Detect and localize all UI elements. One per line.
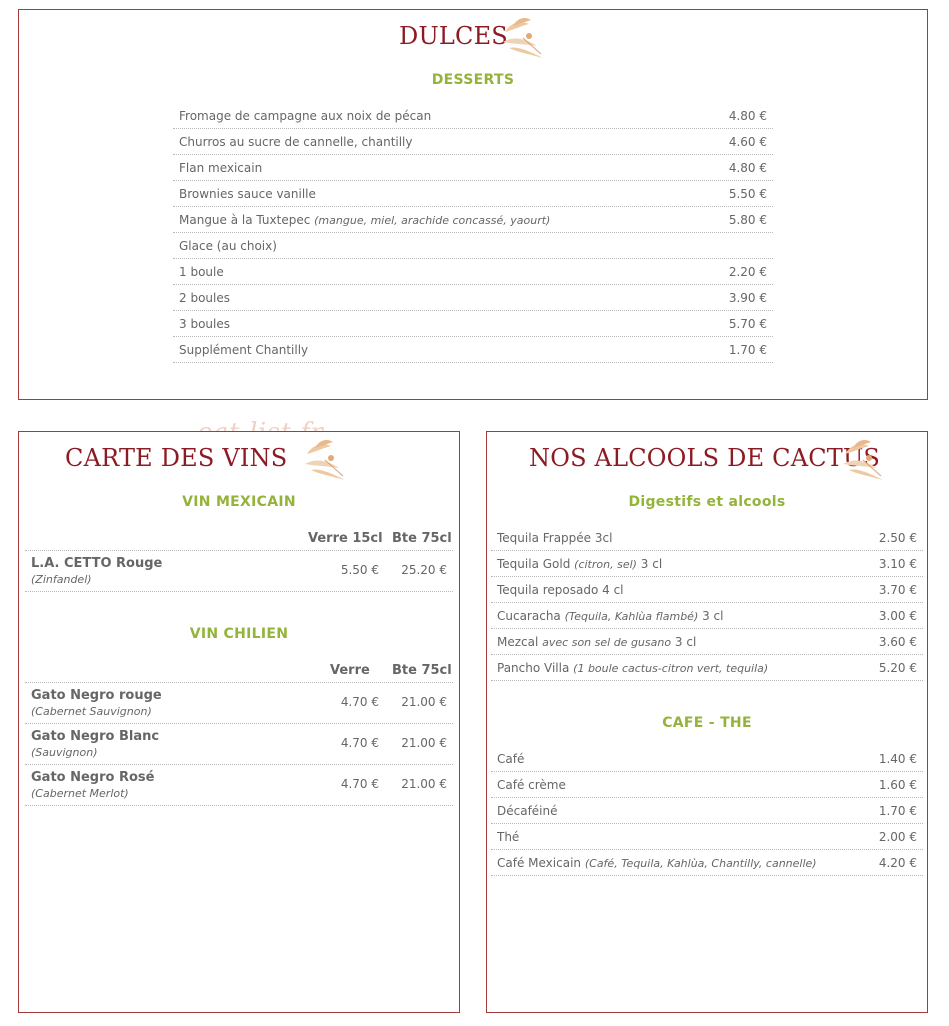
item-note: (1 boule cactus-citron vert, tequila): [573, 662, 769, 675]
item-note: (Café, Tequila, Kahlùa, Chantilly, cannelle): [584, 857, 817, 870]
item-name: [497, 583, 624, 597]
list-item: [491, 824, 923, 850]
item-price: 2.50 €: [878, 531, 917, 545]
list-item: [173, 233, 773, 259]
item-price: 2.20 €: [728, 265, 767, 279]
item-label: Tequila Frappée 3cl: [497, 531, 613, 545]
item-price: 3.60 €: [878, 635, 917, 649]
list-item: [173, 259, 773, 285]
item-name: [179, 187, 316, 201]
list-item: [491, 629, 923, 655]
item-label: 2 boules: [179, 291, 230, 305]
price-glass: 4.70 €: [340, 736, 379, 750]
list-item: [491, 850, 923, 876]
item-note: (Tequila, Kahlùa flambé): [564, 610, 699, 623]
table-row: [25, 551, 453, 592]
item-price: 3.70 €: [878, 583, 917, 597]
item-name: [497, 557, 662, 571]
list-item: [491, 655, 923, 681]
item-label: Flan mexicain: [179, 161, 263, 175]
item-label: Pancho Villa: [497, 661, 570, 675]
item-label: 3 boules: [179, 317, 230, 331]
item-price: 3.90 €: [728, 291, 767, 305]
wine-mexican-header: [25, 527, 453, 551]
price-glass: 4.70 €: [340, 695, 379, 709]
item-label: 1 boule: [179, 265, 224, 279]
list-item: [491, 577, 923, 603]
item-label: Décaféiné: [497, 804, 558, 818]
list-item: [173, 207, 773, 233]
item-label: Fromage de campagne aux noix de pécan: [179, 109, 432, 123]
wine-name: Gato Negro rouge: [31, 688, 162, 703]
item-label: Thé: [497, 830, 520, 844]
item-note: (mangue, miel, arachide concassé, yaourt): [314, 214, 551, 227]
item-volume: 3 cl: [702, 609, 724, 623]
item-price: 5.80 €: [728, 213, 767, 227]
list-item: [491, 551, 923, 577]
item-price: 1.70 €: [728, 343, 767, 357]
price-bottle: 21.00 €: [401, 695, 447, 709]
list-item: [173, 129, 773, 155]
item-name: [179, 343, 308, 357]
item-volume: 3 cl: [674, 635, 697, 649]
wine-chilean-subtitle: VIN CHILIEN: [189, 626, 289, 642]
item-volume: 3 cl: [640, 557, 663, 571]
item-price: 1.40 €: [878, 752, 917, 766]
item-name: [179, 239, 277, 253]
item-label: Café crème: [497, 778, 566, 792]
item-price: 5.50 €: [728, 187, 767, 201]
item-name: [497, 752, 524, 766]
cafe-list: [491, 746, 923, 876]
item-name: [497, 661, 768, 675]
item-price: 5.20 €: [878, 661, 917, 675]
item-label: Glace (au choix): [179, 239, 277, 253]
list-item: [491, 772, 923, 798]
item-name: [497, 531, 612, 545]
item-label: Brownies sauce vanille: [179, 187, 316, 201]
wine-mexican-list: [25, 551, 453, 592]
item-name: [179, 135, 413, 149]
list-item: [173, 155, 773, 181]
item-label: Tequila Gold: [497, 557, 571, 571]
digestifs-subtitle: Digestifs et alcools: [628, 494, 786, 510]
list-item: [491, 525, 923, 551]
list-item: [491, 746, 923, 772]
desserts-list: [173, 103, 773, 363]
price-glass: 4.70 €: [340, 777, 379, 791]
list-item: [173, 103, 773, 129]
item-label: Mezcal: [497, 635, 539, 649]
desserts-title: DULCES: [399, 22, 508, 50]
col-glass: Verre 15cl: [308, 531, 383, 546]
item-price: 3.10 €: [878, 557, 917, 571]
wine-title: CARTE DES VINS: [65, 444, 288, 472]
item-name: [497, 856, 817, 870]
wine-name: Gato Negro Blanc: [31, 729, 160, 744]
wine-mexican-subtitle: VIN MEXICAIN: [182, 494, 296, 510]
item-label: Tequila reposado 4 cl: [497, 583, 624, 597]
desserts-panel: [18, 9, 928, 400]
price-glass: 5.50 €: [340, 563, 379, 577]
cafe-subtitle: CAFE - THE: [662, 715, 752, 731]
item-name: [179, 109, 431, 123]
table-row: [25, 724, 453, 765]
item-label: Cucaracha: [497, 609, 561, 623]
wine-name: L.A. CETTO Rouge: [31, 556, 163, 571]
table-row: [25, 683, 453, 724]
list-item: [173, 311, 773, 337]
digestifs-list: [491, 525, 923, 681]
list-item: [173, 285, 773, 311]
item-name: [179, 213, 550, 227]
leaf-decoration-icon: [301, 440, 347, 484]
item-price: 5.70 €: [728, 317, 767, 331]
item-note: avec son sel de gusano: [542, 636, 672, 649]
wine-panel: [18, 431, 460, 1013]
leaf-decoration-icon: [839, 440, 885, 484]
item-note: (citron, sel): [574, 558, 637, 571]
spirits-title: NOS ALCOOLS DE CACTUS: [529, 444, 881, 472]
wine-grape: (Zinfandel): [31, 573, 92, 586]
list-item: [491, 798, 923, 824]
table-row: [25, 765, 453, 806]
item-name: [179, 317, 230, 331]
item-name: [497, 635, 696, 649]
item-label: Supplément Chantilly: [179, 343, 309, 357]
spirits-panel: [486, 431, 928, 1013]
item-name: [497, 830, 519, 844]
col-bottle: Bte 75cl: [392, 663, 452, 678]
wine-grape: (Sauvignon): [31, 746, 98, 759]
item-name: [497, 609, 723, 623]
col-bottle: Bte 75cl: [392, 531, 452, 546]
item-label: Café: [497, 752, 525, 766]
price-bottle: 21.00 €: [401, 777, 447, 791]
item-name: [179, 265, 224, 279]
item-label: Café Mexicain: [497, 856, 582, 870]
item-label: Mangue à la Tuxtepec: [179, 213, 311, 227]
item-price: 4.20 €: [878, 856, 917, 870]
item-name: [179, 161, 262, 175]
leaf-decoration-icon: [499, 18, 545, 62]
wine-chilean-list: [25, 683, 453, 806]
wine-grape: (Cabernet Sauvignon): [31, 705, 152, 718]
item-price: 1.60 €: [878, 778, 917, 792]
item-label: Churros au sucre de cannelle, chantilly: [179, 135, 413, 149]
list-item: [173, 337, 773, 363]
item-price: 1.70 €: [878, 804, 917, 818]
item-name: [497, 778, 566, 792]
item-price: 2.00 €: [878, 830, 917, 844]
wine-name: Gato Negro Rosé: [31, 770, 155, 785]
list-item: [173, 181, 773, 207]
desserts-subtitle: DESSERTS: [431, 72, 515, 88]
col-glass: Verre: [330, 663, 370, 678]
price-bottle: 21.00 €: [401, 736, 447, 750]
price-bottle: 25.20 €: [401, 563, 447, 577]
item-price: 3.00 €: [878, 609, 917, 623]
wine-chilean-header: [25, 659, 453, 683]
item-name: [179, 291, 230, 305]
item-price: 4.60 €: [728, 135, 767, 149]
wine-grape: (Cabernet Merlot): [31, 787, 129, 800]
item-name: [497, 804, 558, 818]
item-price: 4.80 €: [728, 109, 767, 123]
item-price: 4.80 €: [728, 161, 767, 175]
list-item: [491, 603, 923, 629]
